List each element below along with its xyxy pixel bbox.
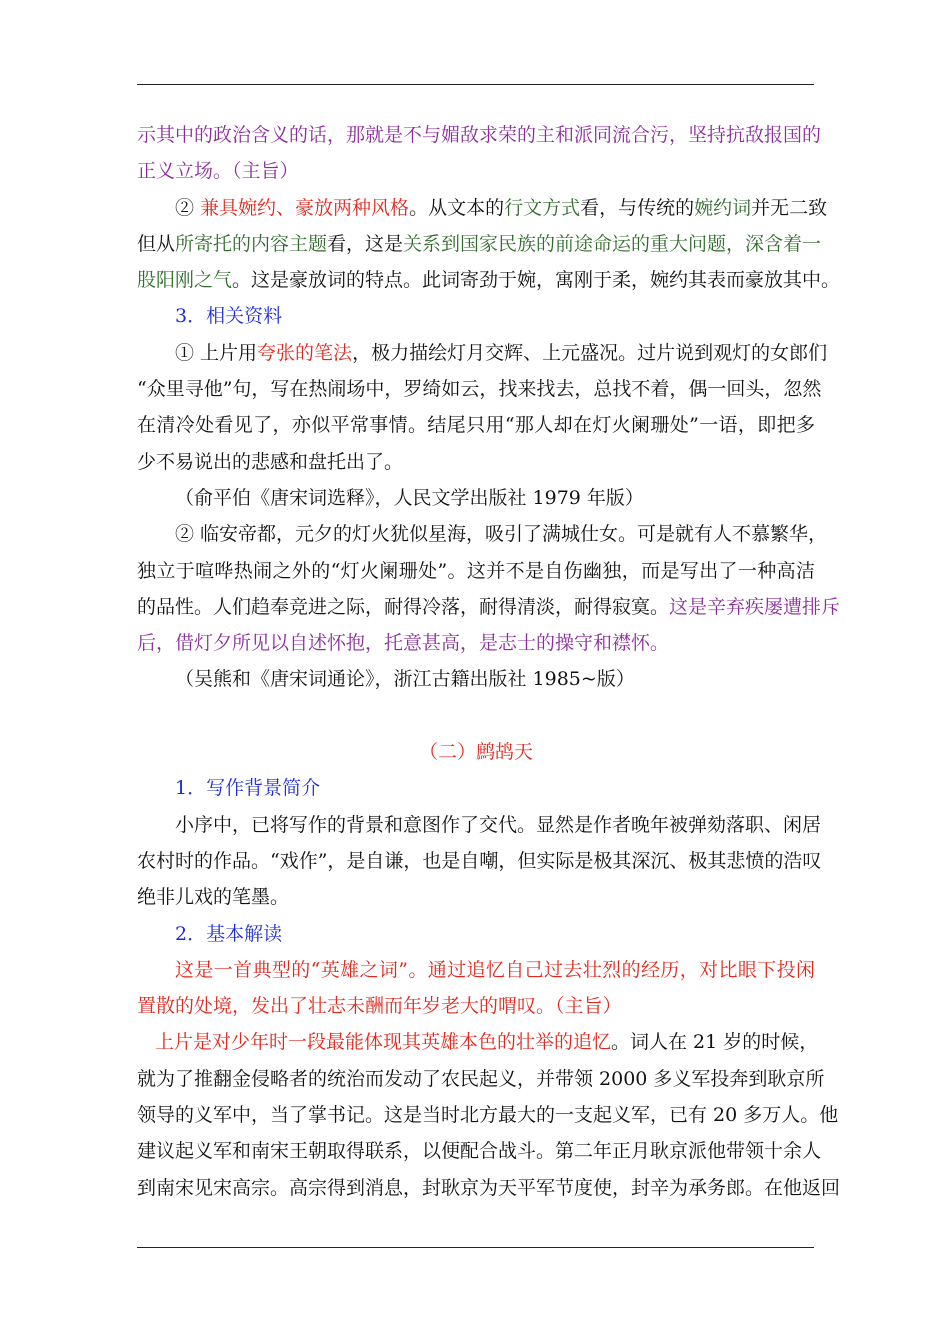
text-line: ② 兼具婉约、豪放两种风格。从文本的行文方式看，与传统的婉约词并无二致 [175,196,828,219]
text-line: 少不易说出的悲感和盘托出了。 [137,450,404,473]
text-line: 独立于喧哗热闹之外的“灯火阑珊处”。这并不是自伤幽独，而是写出了一种高洁 [137,559,815,582]
spacer [137,698,815,734]
text-line: “众里寻他”句，写在热闹场中，罗绮如云，找来找去，总找不着，偶一回头，忽然 [137,378,822,401]
citation: （俞平伯《唐宋词选释》，人民文学出版社 1979 年版） [175,486,644,509]
text-line: 建议起义军和南宋王朝取得联系，以便配合战斗。第二年正月耿京派他带领十余人 [137,1140,822,1163]
section-title: （二）鹧鸪天 [418,741,533,764]
citation: （吴熊和《唐宋词通论》，浙江古籍出版社 1985~版） [175,668,635,691]
text-line: 示其中的政治含义的话，那就是不与媚敌求荣的主和派同流合污，坚持抗敌报国的 [137,124,822,146]
header-rule [137,84,814,85]
text-line: 上片是对少年时一段最能体现其英雄本色的壮举的追忆。词人在 21 岁的时候， [155,1031,819,1054]
text-line: 到南宋见宋高宗。高宗得到消息，封耿京为天平军节度使，封辛为承务郎。在他返回 [137,1176,841,1199]
text-line: 后，借灯夕所见以自述怀抱，托意甚高，是志士的操守和襟怀。 [137,632,670,655]
section-heading: 3．相关资料 [175,305,283,328]
section-heading: 2．基本解读 [175,922,283,945]
text-line: 置散的处境，发出了壮志未酬而年岁老大的喟叹。（主旨） [137,995,622,1018]
text-line: 这是一首典型的“英雄之词”。通过追忆自己过去壮烈的经历，对比眼下投闲 [175,958,815,981]
text-line: 小序中，已将写作的背景和意图作了交代。显然是作者晚年被弹劾落职、闲居 [175,813,822,836]
text-line: ① 上片用夸张的笔法，极力描绘灯月交辉、上元盛况。过片说到观灯的女郎们 [175,341,828,364]
text-line: 农村时的作品。“戏作”，是自谦，也是自嘲，但实际是极其深沉、极其悲愤的浩叹 [137,849,822,872]
text-line: 领导的义军中，当了掌书记。这是当时北方最大的一支起义军，已有 20 多万人。他 [137,1104,839,1127]
section-heading: 1．写作背景简介 [175,777,321,800]
text-line: 股阳刚之气。这是豪放词的特点。此词寄劲于婉，寓刚于柔，婉约其表而豪放其中。 [137,269,841,292]
text-line: 的品性。人们趋奉竞进之际，耐得冷落，耐得清淡，耐得寂寞。这是辛弃疾屡遭排斥 [137,595,841,618]
text-line: 但从所寄托的内容主题看，这是关系到国家民族的前途命运的重大问题，深含着一 [137,232,822,255]
footer-rule [137,1247,814,1248]
document-body [137,117,841,1206]
text-line: ② 临安帝都，元夕的灯火犹似星海，吸引了满城仕女。可是就有人不慕繁华， [175,523,828,546]
text-line: 正义立场。（主旨） [137,160,299,183]
text-line: 在清冷处看见了，亦似平常事情。结尾只用“那人却在灯火阑珊处”一语，即把多 [137,414,815,437]
text-line: 绝非儿戏的笔墨。 [137,886,290,909]
text-line: 就为了推翻金侵略者的统治而发动了农民起义，并带领 2000 多义军投奔到耿京所 [137,1067,825,1090]
